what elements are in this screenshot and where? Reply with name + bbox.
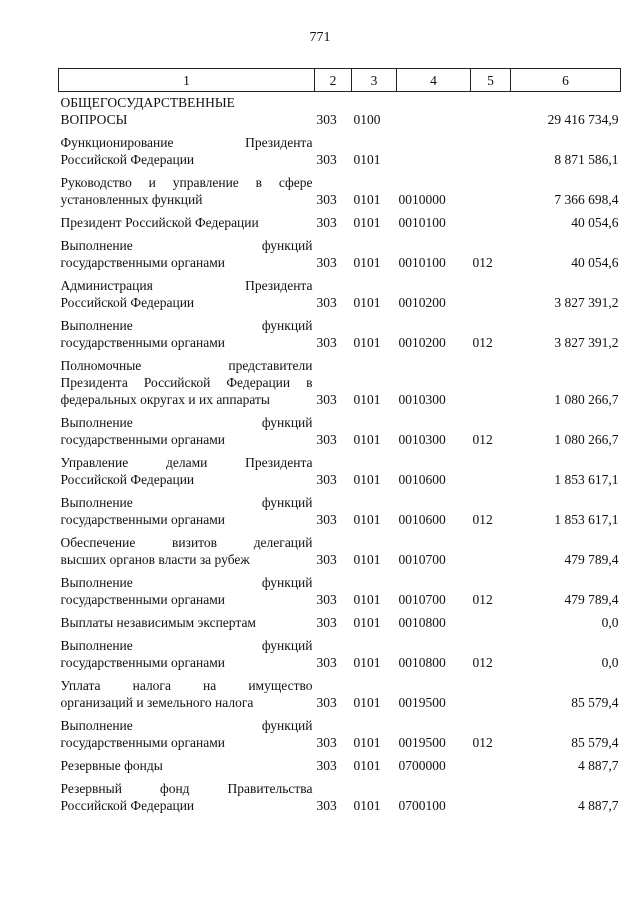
row-description xyxy=(59,448,315,488)
row-description xyxy=(59,231,315,271)
section-code: 303 xyxy=(316,432,337,447)
amount: 7 366 698,4 xyxy=(554,192,619,207)
subsection-code: 0101 xyxy=(353,152,381,167)
section-code: 303 xyxy=(316,192,337,207)
description-line: Выполнение функций xyxy=(60,575,313,590)
target-article-code: 0010800 xyxy=(398,655,446,670)
description-line: Президента Российской Федерации в xyxy=(60,375,313,390)
expense-type-code xyxy=(471,774,511,814)
page-number: 771 xyxy=(309,30,331,45)
amount: 1 853 617,1 xyxy=(554,472,619,487)
row-description xyxy=(59,631,315,671)
table-row xyxy=(59,711,621,751)
expense-type-code xyxy=(471,208,511,231)
section-code: 303 xyxy=(316,798,337,813)
table-row xyxy=(59,92,621,129)
subsection-code: 0101 xyxy=(353,392,381,407)
expense-type-code: 012 xyxy=(472,735,493,750)
target-article-code: 0010700 xyxy=(398,552,446,567)
table-header xyxy=(59,69,621,92)
table-row xyxy=(59,488,621,528)
description-line: Российской Федерации xyxy=(60,152,195,167)
section-code: 303 xyxy=(316,615,337,630)
header-col-5: 5 xyxy=(471,69,511,92)
expense-type-code: 012 xyxy=(472,335,493,350)
expense-type-code xyxy=(471,751,511,774)
subsection-code: 0101 xyxy=(353,512,381,527)
table-row xyxy=(59,168,621,208)
description-line: Резервные фонды xyxy=(60,758,163,773)
amount: 1 080 266,7 xyxy=(554,392,619,407)
target-article-code: 0010300 xyxy=(398,392,446,407)
section-code: 303 xyxy=(316,758,337,773)
amount: 1 853 617,1 xyxy=(554,512,619,527)
table-row xyxy=(59,311,621,351)
description-line: Выполнение функций xyxy=(60,415,313,430)
table-row xyxy=(59,528,621,568)
amount: 0,0 xyxy=(601,655,619,670)
target-article-code: 0019500 xyxy=(398,695,446,710)
section-code: 303 xyxy=(316,215,337,230)
section-code: 303 xyxy=(316,512,337,527)
row-description xyxy=(59,271,315,311)
subsection-code: 0100 xyxy=(353,112,381,127)
description-line: федеральных округах и их аппараты xyxy=(60,392,270,407)
description-line: организаций и земельного налога xyxy=(60,695,254,710)
table-row xyxy=(59,568,621,608)
target-article-code: 0700100 xyxy=(398,798,446,813)
row-description xyxy=(59,128,315,168)
section-code: 303 xyxy=(316,695,337,710)
target-article-code: 0010000 xyxy=(398,192,446,207)
header-col-6: 6 xyxy=(511,69,621,92)
amount: 479 789,4 xyxy=(564,592,619,607)
header-col-4: 4 xyxy=(397,69,471,92)
row-description xyxy=(59,774,315,814)
row-description xyxy=(59,408,315,448)
description-line: ОБЩЕГОСУДАРСТВЕННЫЕ xyxy=(60,95,235,110)
expense-type-code: 012 xyxy=(472,432,493,447)
description-line: Полномочные представители xyxy=(60,358,313,373)
amount: 4 887,7 xyxy=(578,758,619,773)
description-line: Уплата налога на имущество xyxy=(60,678,313,693)
subsection-code: 0101 xyxy=(353,735,381,750)
row-description xyxy=(59,751,315,774)
table-row xyxy=(59,271,621,311)
target-article-code xyxy=(397,92,471,129)
description-line: ВОПРОСЫ xyxy=(60,112,128,127)
description-line: государственными органами xyxy=(60,255,225,270)
amount: 479 789,4 xyxy=(564,552,619,567)
table-row xyxy=(59,231,621,271)
target-article-code xyxy=(397,128,471,168)
header-col-1: 1 xyxy=(59,69,315,92)
description-line: Выплаты независимым экспертам xyxy=(60,615,256,630)
description-line: Президент Российской Федерации xyxy=(60,215,259,230)
description-line: государственными органами xyxy=(60,335,225,350)
amount: 40 054,6 xyxy=(571,255,619,270)
row-description xyxy=(59,208,315,231)
description-line: Российской Федерации xyxy=(60,472,195,487)
target-article-code: 0010700 xyxy=(398,592,446,607)
table-row xyxy=(59,774,621,814)
subsection-code: 0101 xyxy=(353,255,381,270)
subsection-code: 0101 xyxy=(353,192,381,207)
subsection-code: 0101 xyxy=(353,798,381,813)
table-row xyxy=(59,671,621,711)
header-col-3: 3 xyxy=(352,69,397,92)
expense-type-code xyxy=(471,671,511,711)
target-article-code: 0010200 xyxy=(398,295,446,310)
subsection-code: 0101 xyxy=(353,615,381,630)
budget-table xyxy=(58,68,621,814)
expense-type-code xyxy=(471,448,511,488)
description-line: установленных функций xyxy=(60,192,203,207)
description-line: Администрация Президента xyxy=(60,278,313,293)
description-line: Российской Федерации xyxy=(60,798,195,813)
table-row xyxy=(59,448,621,488)
table-row xyxy=(59,408,621,448)
description-line: государственными органами xyxy=(60,592,225,607)
subsection-code: 0101 xyxy=(353,552,381,567)
subsection-code: 0101 xyxy=(353,472,381,487)
expense-type-code: 012 xyxy=(472,655,493,670)
subsection-code: 0101 xyxy=(353,655,381,670)
description-line: высших органов власти за рубеж xyxy=(60,552,250,567)
description-line: Российской Федерации xyxy=(60,295,195,310)
expense-type-code xyxy=(471,168,511,208)
section-code: 303 xyxy=(316,592,337,607)
amount: 40 054,6 xyxy=(571,215,619,230)
table-row xyxy=(59,208,621,231)
section-code: 303 xyxy=(316,335,337,350)
expense-type-code: 012 xyxy=(472,255,493,270)
expense-type-code xyxy=(471,528,511,568)
description-line: Выполнение функций xyxy=(60,718,313,733)
subsection-code: 0101 xyxy=(353,295,381,310)
amount: 4 887,7 xyxy=(578,798,619,813)
description-line: государственными органами xyxy=(60,655,225,670)
amount: 3 827 391,2 xyxy=(554,295,619,310)
subsection-code: 0101 xyxy=(353,695,381,710)
row-description xyxy=(59,608,315,631)
row-description xyxy=(59,351,315,408)
subsection-code: 0101 xyxy=(353,335,381,350)
expense-type-code xyxy=(471,128,511,168)
expense-type-code: 012 xyxy=(472,512,493,527)
description-line: Выполнение функций xyxy=(60,238,313,253)
row-description xyxy=(59,168,315,208)
expense-type-code xyxy=(471,351,511,408)
row-description xyxy=(59,711,315,751)
description-line: Выполнение функций xyxy=(60,318,313,333)
row-description xyxy=(59,92,315,129)
section-code: 303 xyxy=(316,152,337,167)
description-line: государственными органами xyxy=(60,735,225,750)
expense-type-code xyxy=(471,608,511,631)
section-code: 303 xyxy=(316,392,337,407)
header-row xyxy=(59,69,621,92)
row-description xyxy=(59,311,315,351)
expense-type-code xyxy=(471,92,511,129)
table-row xyxy=(59,608,621,631)
amount: 29 416 734,9 xyxy=(547,112,619,127)
subsection-code: 0101 xyxy=(353,432,381,447)
table-row xyxy=(59,351,621,408)
row-description xyxy=(59,528,315,568)
description-line: Функционирование Президента xyxy=(60,135,313,150)
description-line: Обеспечение визитов делегаций xyxy=(60,535,313,550)
target-article-code: 0010600 xyxy=(398,472,446,487)
description-line: Выполнение функций xyxy=(60,495,313,510)
amount: 8 871 586,1 xyxy=(554,152,619,167)
description-line: государственными органами xyxy=(60,512,225,527)
subsection-code: 0101 xyxy=(353,758,381,773)
target-article-code: 0019500 xyxy=(398,735,446,750)
table-body xyxy=(59,92,621,815)
section-code: 303 xyxy=(316,112,337,127)
expense-type-code xyxy=(471,271,511,311)
row-description xyxy=(59,671,315,711)
amount: 85 579,4 xyxy=(571,695,619,710)
section-code: 303 xyxy=(316,472,337,487)
amount: 1 080 266,7 xyxy=(554,432,619,447)
section-code: 303 xyxy=(316,655,337,670)
target-article-code: 0010300 xyxy=(398,432,446,447)
amount: 0,0 xyxy=(601,615,619,630)
row-description xyxy=(59,568,315,608)
row-description xyxy=(59,488,315,528)
description-line: Выполнение функций xyxy=(60,638,313,653)
table-row xyxy=(59,631,621,671)
description-line: Руководство и управление в сфере xyxy=(60,175,313,190)
expense-type-code: 012 xyxy=(472,592,493,607)
subsection-code: 0101 xyxy=(353,215,381,230)
subsection-code: 0101 xyxy=(353,592,381,607)
table-row xyxy=(59,751,621,774)
target-article-code: 0700000 xyxy=(398,758,446,773)
amount: 3 827 391,2 xyxy=(554,335,619,350)
description-line: государственными органами xyxy=(60,432,225,447)
description-line: Управление делами Президента xyxy=(60,455,313,470)
amount: 85 579,4 xyxy=(571,735,619,750)
description-line: Резервный фонд Правительства xyxy=(60,781,313,796)
section-code: 303 xyxy=(316,552,337,567)
target-article-code: 0010100 xyxy=(398,215,446,230)
target-article-code: 0010100 xyxy=(398,255,446,270)
section-code: 303 xyxy=(316,255,337,270)
target-article-code: 0010800 xyxy=(398,615,446,630)
table-row xyxy=(59,128,621,168)
header-col-2: 2 xyxy=(315,69,352,92)
section-code: 303 xyxy=(316,735,337,750)
section-code: 303 xyxy=(316,295,337,310)
target-article-code: 0010600 xyxy=(398,512,446,527)
target-article-code: 0010200 xyxy=(398,335,446,350)
